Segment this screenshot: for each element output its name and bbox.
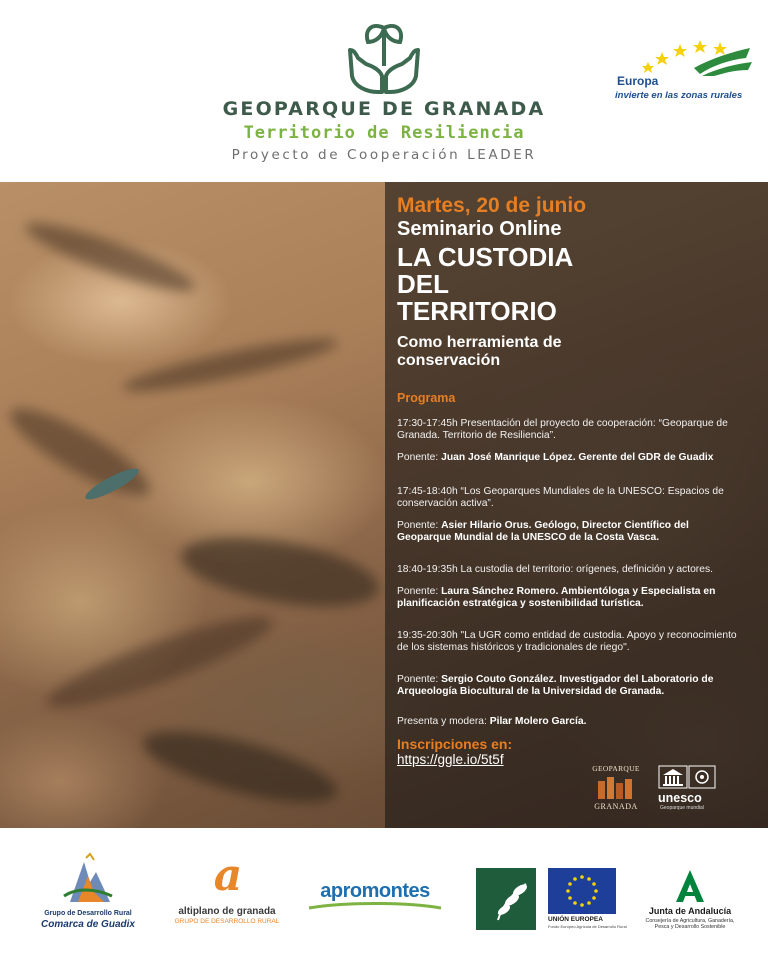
apromontes-word: apromontes <box>320 880 430 902</box>
footer-logos <box>0 828 768 959</box>
event-title <box>397 244 717 325</box>
junta-a-icon <box>672 868 708 904</box>
europa-word: Europa <box>617 74 659 88</box>
altiplano-logo <box>172 850 282 932</box>
program-item: 17:30-17:45h Presentación del proyecto de cooperación: “Geoparque de Granada. Territorio de Resiliencia”. <box>397 418 728 441</box>
geoparque-title: GEOPARQUE DE GRANADA <box>222 98 546 120</box>
guadix-mark-icon <box>60 852 116 908</box>
registration-link[interactable]: https://ggle.io/5t5f <box>397 752 504 767</box>
geoparque-granada-logo <box>590 764 642 812</box>
event-date: Martes, 20 de junio <box>397 194 587 217</box>
programa-heading: Programa <box>397 391 456 405</box>
apromontes-logo <box>305 878 445 914</box>
program-speaker: Ponente: Laura Sánchez Romero. Ambientóloga y Especialista en planificación estratégica y sostenibilidad turística. <box>397 586 716 609</box>
junta-andalucia-logo <box>640 868 740 938</box>
leader-word: LEADER <box>463 863 472 896</box>
eu-flag <box>548 868 616 914</box>
europa-stars-icon <box>642 38 752 76</box>
header <box>0 0 768 182</box>
program-speaker: Ponente: Asier Hilario Orus. Geólogo, Director Científico del Geoparque Mundial de la UNESCO de la Costa Vasca. <box>397 520 689 543</box>
unesco-temple-icon <box>658 765 716 789</box>
event-title-line: DEL <box>397 269 449 299</box>
geoparque-subtitle: Territorio de Resiliencia <box>243 123 525 143</box>
program-item: 17:45-18:40h “Los Geoparques Mundiales de la UNESCO: Espacios de conservación activa”. <box>397 486 724 509</box>
program-item: 18:40-19:35h La custodia del territorio: orígenes, definición y actores. <box>397 564 713 575</box>
apromontes-wave-icon <box>305 902 445 912</box>
eu-line2: Fondo Europeo Agrícola de Desarrollo Rural <box>548 924 627 929</box>
hero-landscape <box>0 182 768 828</box>
geoparque-logo-top: GEOPARQUE <box>592 764 640 773</box>
event-type: Seminario Online <box>397 218 562 240</box>
eu-stars-icon <box>548 868 616 914</box>
eu-line1: UNIÓN EUROPEA <box>548 916 603 923</box>
leader-logo <box>463 863 536 930</box>
junta-line1: Junta de Andalucía <box>648 906 732 916</box>
program-speaker: Ponente: Sergio Couto González. Investigador del Laboratorio de Arqueología Biocultural de la Universidad de Granada. <box>397 674 714 697</box>
unesco-subtitle: Geoparque mundial <box>660 805 704 811</box>
program-item: 19:35-20:30h "La UGR como entidad de custodia. Apoyo y reconocimiento de los sistemas históricos y tradicionales de riego". <box>397 630 737 653</box>
altiplano-line1: altiplano de granada <box>178 906 276 917</box>
guadix-line2: Comarca de Guadix <box>41 919 135 930</box>
event-title-line: LA CUSTODIA <box>397 242 574 272</box>
guadix-logo <box>32 852 144 932</box>
leader-project-label: Proyecto de Cooperación LEADER <box>231 147 537 163</box>
geoparque-mountains-icon <box>596 775 636 801</box>
program-moderator: Presenta y modera: Pilar Molero García. <box>397 716 587 727</box>
junta-line2: Consejería de Agricultura, Ganadería, Pesca y Desarrollo Sostenible <box>645 918 735 931</box>
guadix-line1: Grupo de Desarrollo Rural <box>44 910 132 917</box>
registration-label: Inscripciones en: <box>397 736 513 752</box>
leader-emblem-icon <box>490 876 534 926</box>
geoparque-logo-bottom: GRANADA <box>594 802 638 811</box>
program-speaker: Ponente: Juan José Manrique López. Gerente del GDR de Guadix <box>397 452 714 463</box>
unesco-logo <box>656 765 718 811</box>
unesco-word: unesco <box>658 791 702 805</box>
europa-logo <box>612 38 752 104</box>
event-subtitle: Como herramienta de conservación <box>397 334 562 369</box>
altiplano-a-icon: a <box>213 850 243 901</box>
altiplano-line2: GRUPO DE DESARROLLO RURAL <box>174 918 280 925</box>
event-title-line: TERRITORIO <box>397 296 557 326</box>
europa-tagline: invierte en las zonas rurales <box>615 90 743 101</box>
geoparque-hands-icon <box>344 20 424 98</box>
